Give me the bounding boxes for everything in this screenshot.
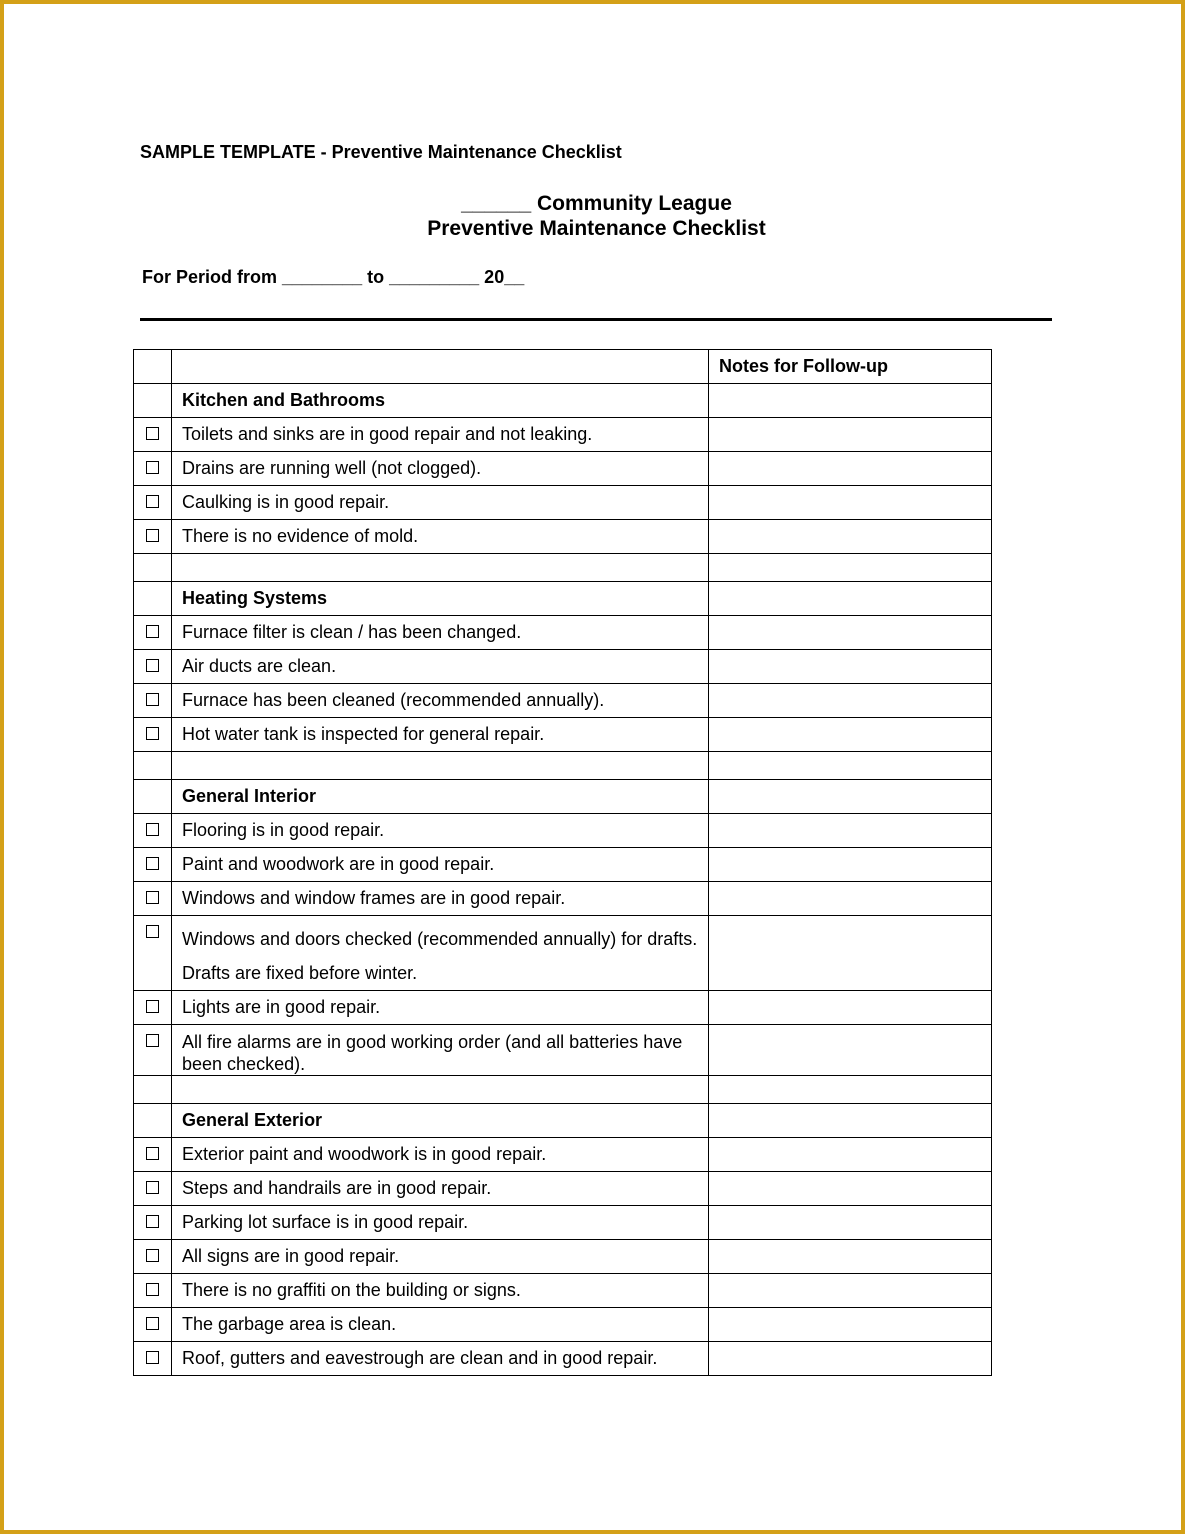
section-title-heating-systems: Heating Systems [172,582,709,616]
checklist-item-label: All fire alarms are in good working order (and all batteries have been checked). [172,1025,709,1076]
checkbox[interactable] [146,1249,159,1262]
spacer-row [134,752,992,780]
checklist-row [134,1274,992,1308]
checkbox[interactable] [146,427,159,440]
horizontal-rule [140,318,1052,321]
notes-cell[interactable] [709,916,992,991]
checkbox[interactable] [146,529,159,542]
checklist-row [134,452,992,486]
checklist-row [134,1138,992,1172]
checklist-item-label: Windows and window frames are in good repair. [172,882,709,916]
checkbox[interactable] [146,823,159,836]
notes-cell[interactable] [709,848,992,882]
notes-cell[interactable] [709,1274,992,1308]
checkbox[interactable] [146,625,159,638]
checkbox[interactable] [146,1147,159,1160]
checklist-item-label: Lights are in good repair. [172,991,709,1025]
notes-cell[interactable] [709,1104,992,1138]
notes-cell[interactable] [709,991,992,1025]
document-header: SAMPLE TEMPLATE - Preventive Maintenance Checklist [140,142,622,162]
checklist-row [134,486,992,520]
checklist-item-label: Roof, gutters and eavestrough are clean and in good repair. [172,1342,709,1376]
checklist-row [134,1172,992,1206]
spacer-row [134,1076,992,1104]
notes-cell[interactable] [709,1308,992,1342]
checklist-item-label: There is no evidence of mold. [172,520,709,554]
notes-cell[interactable] [709,418,992,452]
checklist-row [134,650,992,684]
checkbox[interactable] [146,1215,159,1228]
notes-cell[interactable] [709,1206,992,1240]
notes-cell[interactable] [709,1172,992,1206]
notes-cell[interactable] [709,1076,992,1104]
checklist-row [134,1240,992,1274]
section-title-kitchen-bathrooms: Kitchen and Bathrooms [172,384,709,418]
checklist-row [134,684,992,718]
checkbox[interactable] [146,1181,159,1194]
checkbox[interactable] [146,693,159,706]
checkbox[interactable] [146,659,159,672]
checklist-row [134,1025,992,1076]
notes-cell[interactable] [709,780,992,814]
checklist-row [134,418,992,452]
section-row [134,582,992,616]
checklist-row [134,814,992,848]
checklist-item-label: Caulking is in good repair. [172,486,709,520]
checklist-row [134,848,992,882]
checklist-item-label: Drains are running well (not clogged). [172,452,709,486]
checklist-item-label: Steps and handrails are in good repair. [172,1172,709,1206]
checklist-item-label: All signs are in good repair. [172,1240,709,1274]
checkbox[interactable] [146,891,159,904]
spacer-row [134,554,992,582]
notes-cell[interactable] [709,814,992,848]
checklist-item-label: The garbage area is clean. [172,1308,709,1342]
notes-cell[interactable] [709,1342,992,1376]
checklist-item-label: Furnace filter is clean / has been changed. [172,616,709,650]
section-title-general-exterior: General Exterior [172,1104,709,1138]
section-row [134,1104,992,1138]
notes-cell[interactable] [709,718,992,752]
checklist-item-label: Windows and doors checked (recommended annually) for drafts. Drafts are fixed before winter. [172,916,709,991]
checkbox[interactable] [146,925,159,938]
notes-cell[interactable] [709,1138,992,1172]
checklist-item-label: Toilets and sinks are in good repair and not leaking. [172,418,709,452]
notes-cell[interactable] [709,486,992,520]
notes-cell[interactable] [709,882,992,916]
checklist-item-label: Exterior paint and woodwork is in good repair. [172,1138,709,1172]
checklist-table [133,349,992,1376]
notes-cell[interactable] [709,384,992,418]
notes-cell[interactable] [709,1025,992,1076]
section-row [134,384,992,418]
checkbox[interactable] [146,461,159,474]
checkbox[interactable] [146,1000,159,1013]
title-line-checklist: Preventive Maintenance Checklist [427,217,766,240]
checkbox[interactable] [146,727,159,740]
checklist-item-label: Air ducts are clean. [172,650,709,684]
notes-cell[interactable] [709,650,992,684]
checklist-row [134,991,992,1025]
checkbox[interactable] [146,1317,159,1330]
notes-cell[interactable] [709,554,992,582]
checklist-item-label: Flooring is in good repair. [172,814,709,848]
checklist-row [134,1206,992,1240]
notes-cell[interactable] [709,1240,992,1274]
section-row [134,780,992,814]
checklist-item-label: Furnace has been cleaned (recommended annually). [172,684,709,718]
checklist-item-label: Paint and woodwork are in good repair. [172,848,709,882]
table-header-row [134,350,992,384]
checkbox[interactable] [146,1034,159,1047]
checklist-row [134,520,992,554]
checklist-row [134,1342,992,1376]
notes-cell[interactable] [709,520,992,554]
checklist-row [134,882,992,916]
period-line: For Period from ________ to _________ 20__ [142,267,525,287]
checklist-row [134,1308,992,1342]
checklist-item-label: There is no graffiti on the building or signs. [172,1274,709,1308]
document-title [4,191,1185,241]
notes-cell[interactable] [709,752,992,780]
section-title-general-interior: General Interior [172,780,709,814]
notes-column-header: Notes for Follow-up [709,350,992,384]
checkbox[interactable] [146,495,159,508]
notes-cell[interactable] [709,684,992,718]
notes-cell[interactable] [709,452,992,486]
checklist-item-label: Hot water tank is inspected for general repair. [172,718,709,752]
checklist-row [134,718,992,752]
checkbox[interactable] [146,857,159,870]
title-line-community-league: ______ Community League [461,192,732,215]
checklist-row [134,616,992,650]
checklist-row [134,916,992,991]
notes-cell[interactable] [709,616,992,650]
checklist-item-label: Parking lot surface is in good repair. [172,1206,709,1240]
checkbox[interactable] [146,1351,159,1364]
checkbox[interactable] [146,1283,159,1296]
notes-cell[interactable] [709,582,992,616]
